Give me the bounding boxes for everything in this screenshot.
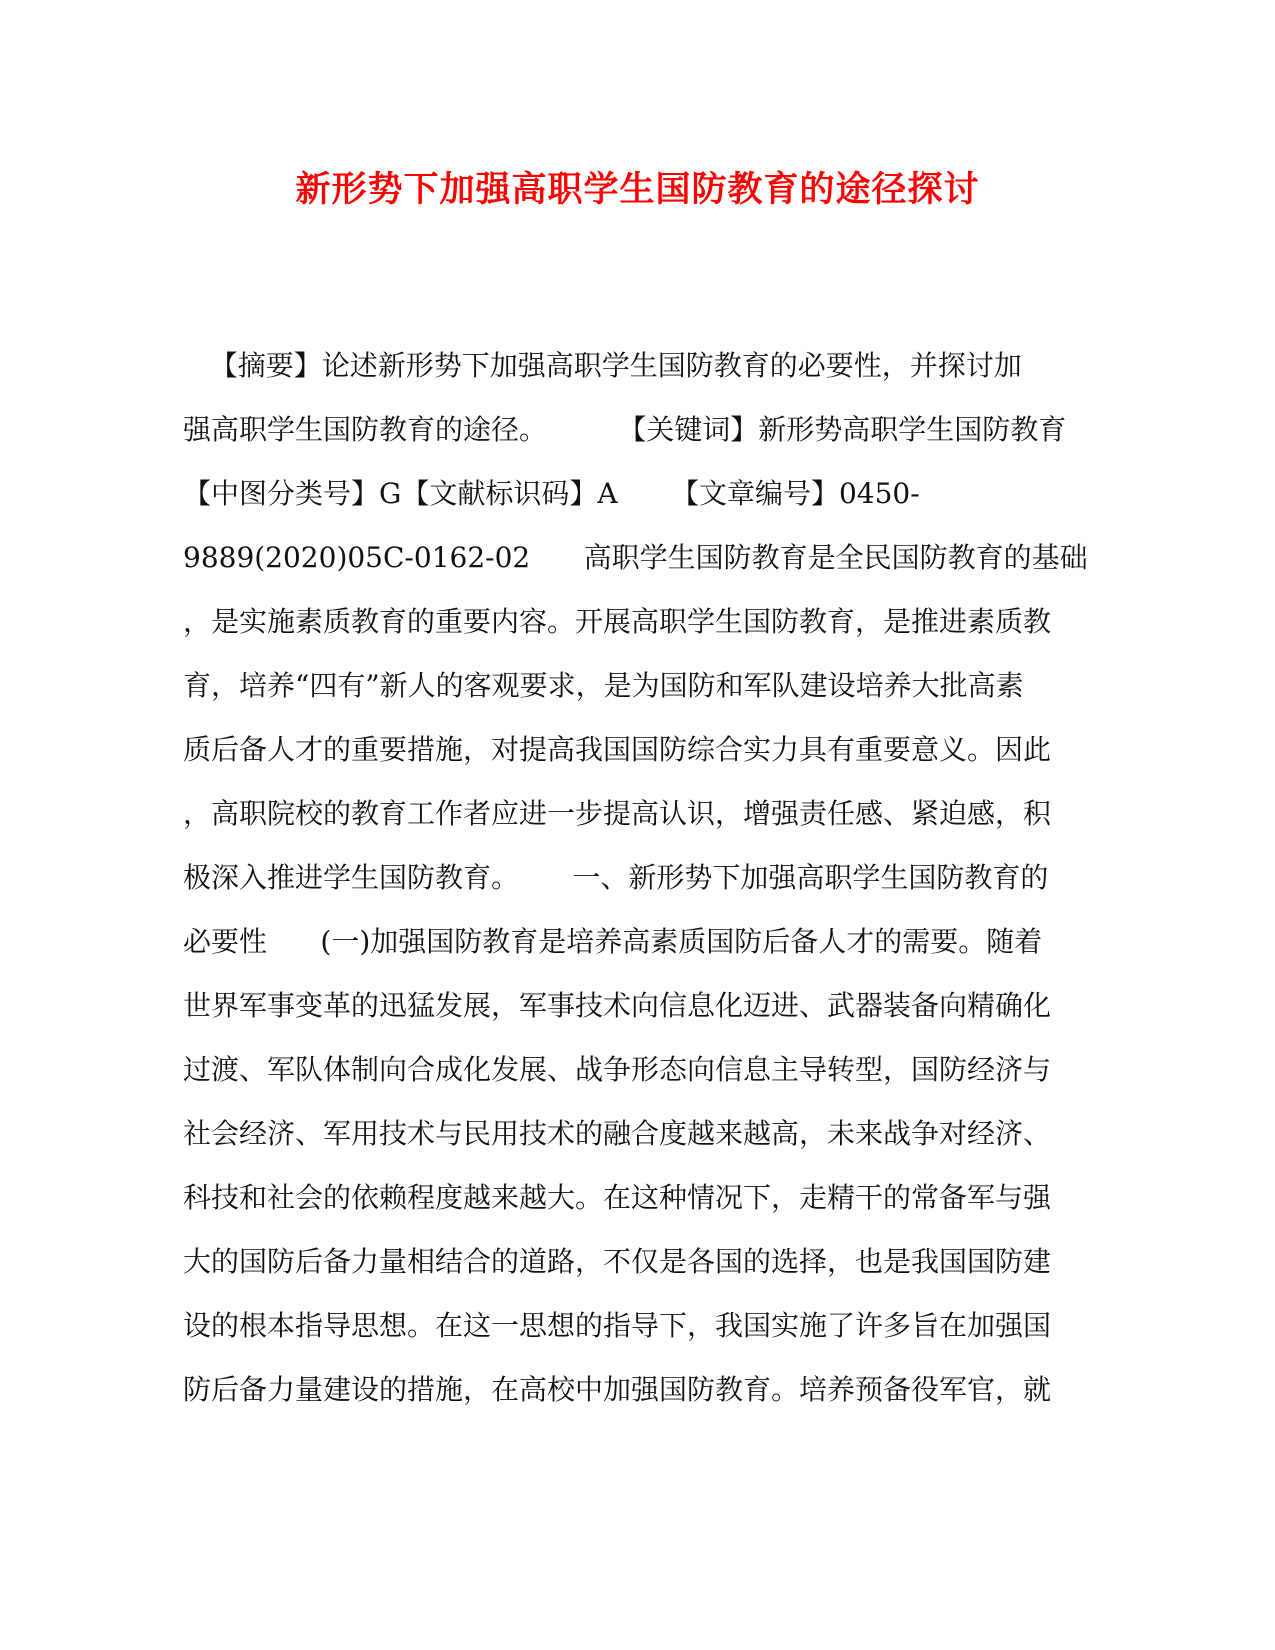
document-title: 新形势下加强高职学生国防教育的途径探讨	[295, 169, 980, 210]
body-line: 社会经济、军用技术与民用技术的融合度越来越高，未来战争对经济、	[183, 1117, 1052, 1150]
body-line: 防后备力量建设的措施，在高校中加强国防教育。培养预备役军官，就	[183, 1373, 1052, 1406]
body-line: 必要性 (一)加强国防教育是培养高素质国防后备人才的需要。随着	[183, 925, 1043, 958]
body-line: ，高职院校的教育工作者应进一步提高认识，增强责任感、紧迫感，积	[183, 797, 1052, 830]
body-line: 大的国防后备力量相结合的道路，不仅是各国的选择，也是我国国防建	[183, 1245, 1052, 1278]
body-line: 强高职学生国防教育的途径。 【关键词】新形势高职学生国防教育	[183, 413, 1067, 446]
body-line: 科技和社会的依赖程度越来越大。在这种情况下，走精干的常备军与强	[183, 1181, 1052, 1214]
body-line: ，是实施素质教育的重要内容。开展高职学生国防教育，是推进素质教	[183, 605, 1052, 638]
body-line: 极深入推进学生国防教育。 一、新形势下加强高职学生国防教育的	[183, 861, 1049, 894]
body-line: 【中图分类号】G【文献标识码】A 【文章编号】0450-	[183, 477, 920, 510]
body-line: 育，培养“四有”新人的客观要求，是为国防和军队建设培养大批高素	[183, 669, 1024, 702]
body-line: 【摘要】论述新形势下加强高职学生国防教育的必要性，并探讨加	[183, 349, 1022, 382]
body-line: 9889(2020)05C-0162-02 高职学生国防教育是全民国防教育的基础	[183, 541, 1088, 574]
document-body	[183, 346, 1088, 1434]
body-line: 世界军事变革的迅猛发展，军事技术向信息化迈进、武器装备向精确化	[183, 989, 1052, 1022]
body-line: 设的根本指导思想。在这一思想的指导下，我国实施了许多旨在加强国	[183, 1309, 1052, 1342]
body-line: 过渡、军队体制向合成化发展、战争形态向信息主导转型，国防经济与	[183, 1053, 1052, 1086]
body-line: 质后备人才的重要措施，对提高我国国防综合实力具有重要意义。因此	[183, 733, 1052, 766]
